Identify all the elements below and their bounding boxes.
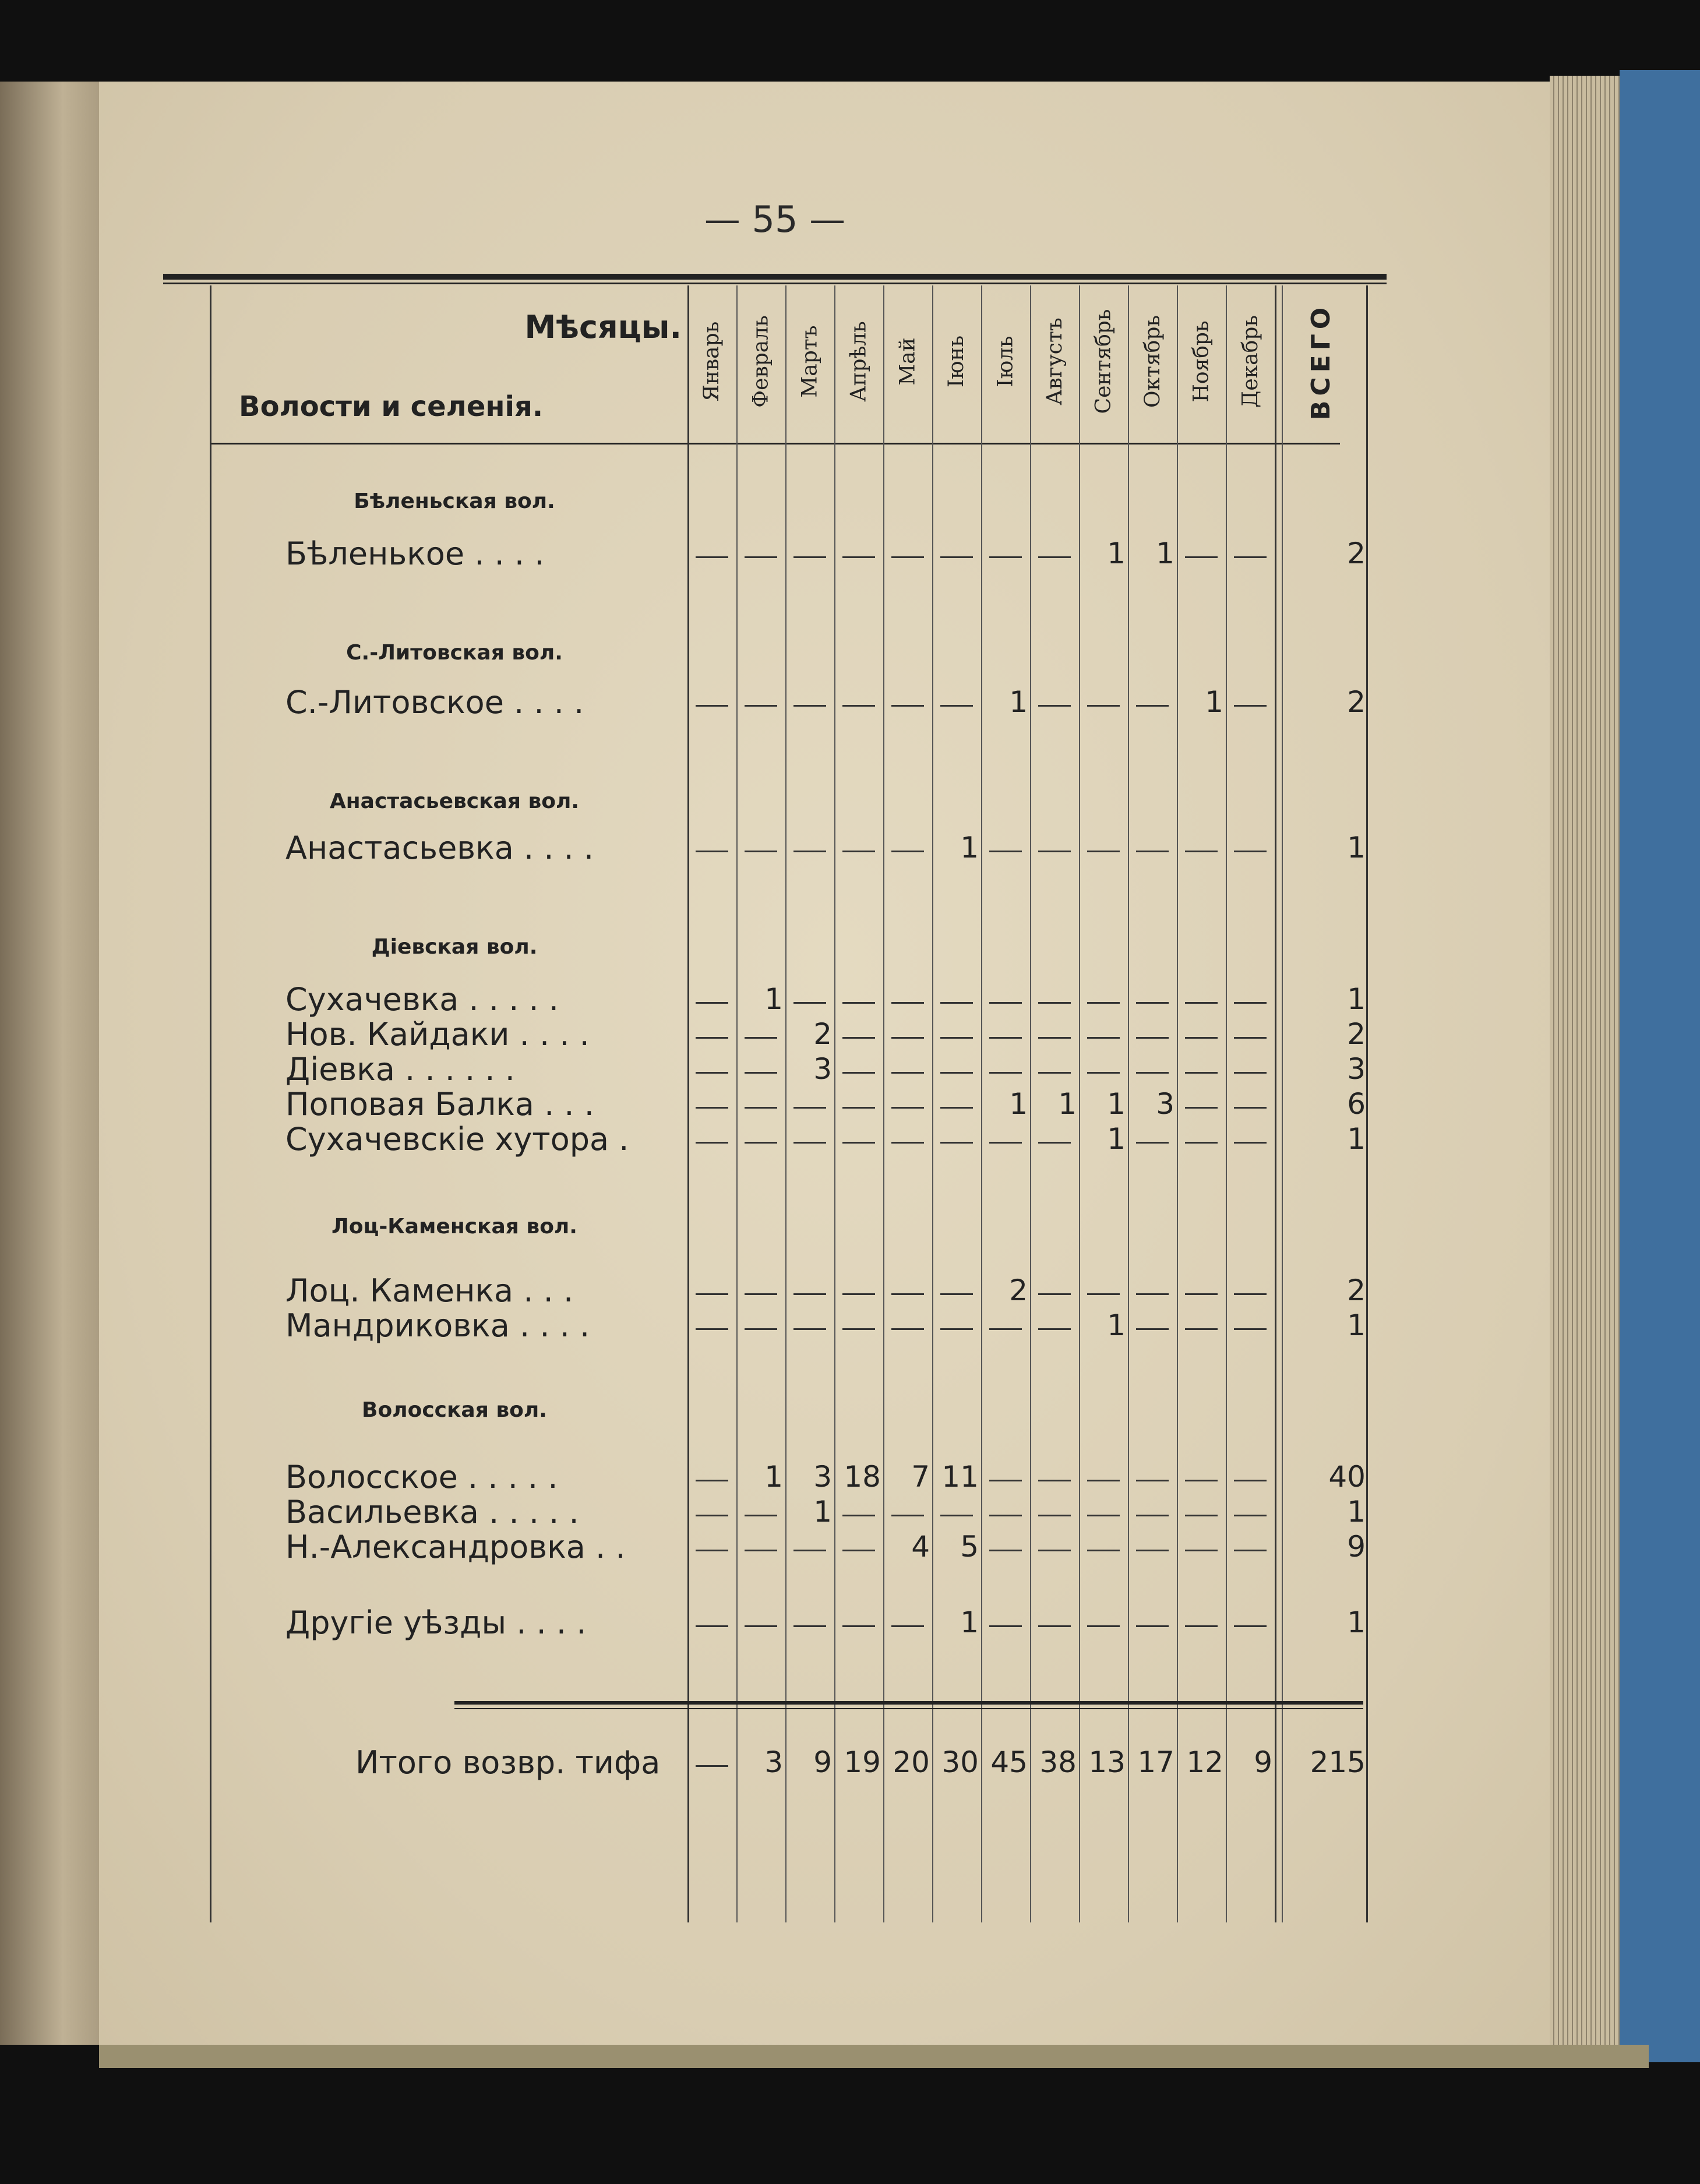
- empty-dash: [1038, 1002, 1071, 1004]
- column-separator: [1177, 285, 1178, 1922]
- empty-dash: [1136, 1142, 1169, 1144]
- data-cell: 7: [911, 1460, 930, 1494]
- month-header-label: Мартъ: [798, 324, 822, 398]
- empty-dash: [696, 1037, 728, 1039]
- empty-dash: [745, 1107, 777, 1109]
- month-header-label: Іюнь: [944, 335, 969, 387]
- empty-dash: [696, 851, 728, 852]
- totals-cell: 30: [941, 1745, 979, 1779]
- empty-dash: [1038, 1625, 1071, 1627]
- top-rule-thin: [163, 283, 1387, 284]
- empty-dash: [1185, 1515, 1218, 1516]
- totals-cell: 9: [813, 1745, 832, 1779]
- empty-dash: [1185, 1072, 1218, 1074]
- book-cover: [1620, 70, 1700, 2062]
- empty-dash: [1038, 1037, 1071, 1039]
- empty-dash: [745, 1515, 777, 1516]
- month-header: [834, 285, 883, 437]
- month-header-label: Декабрь: [1238, 315, 1262, 408]
- empty-dash: [745, 705, 777, 707]
- totals-cell: 38: [1039, 1745, 1077, 1779]
- empty-dash: [1136, 1515, 1169, 1516]
- empty-dash: [1234, 1625, 1267, 1627]
- row-total: 9: [1347, 1530, 1366, 1564]
- empty-dash: [842, 1037, 875, 1039]
- empty-dash: [1234, 1515, 1267, 1516]
- empty-dash: [891, 1293, 924, 1295]
- empty-dash: [793, 1328, 826, 1330]
- empty-dash: [696, 1107, 728, 1109]
- column-separator: [883, 285, 884, 1922]
- empty-dash: [793, 1550, 826, 1551]
- row-total: 1: [1347, 1122, 1366, 1156]
- empty-dash: [940, 1037, 973, 1039]
- empty-dash: [842, 1072, 875, 1074]
- page-edges: [1550, 76, 1620, 2051]
- empty-dash: [989, 1550, 1022, 1551]
- empty-dash: [1087, 705, 1120, 707]
- empty-dash: [1038, 1550, 1071, 1551]
- empty-dash: [1087, 851, 1120, 852]
- row-total: 1: [1347, 831, 1366, 865]
- empty-dash: [1136, 705, 1169, 707]
- empty-dash: [989, 1002, 1022, 1004]
- empty-dash: [1234, 1142, 1267, 1144]
- empty-dash: [745, 556, 777, 558]
- row-name: С.-Литовское . . . .: [285, 684, 584, 721]
- month-header: [1226, 285, 1275, 437]
- row-total: 40: [1328, 1460, 1366, 1494]
- totals-cell: 3: [764, 1745, 783, 1779]
- data-cell: 1: [1107, 1308, 1126, 1342]
- data-cell: 3: [1156, 1087, 1175, 1121]
- empty-dash: [891, 705, 924, 707]
- empty-dash: [696, 705, 728, 707]
- total-header: [1286, 285, 1356, 437]
- empty-dash: [1038, 556, 1071, 558]
- row-total: 2: [1347, 685, 1366, 719]
- column-separator: [1275, 285, 1276, 1922]
- left-page-edge: [0, 82, 105, 2045]
- empty-dash: [842, 705, 875, 707]
- empty-dash: [1185, 1142, 1218, 1144]
- empty-dash: [745, 1550, 777, 1551]
- data-cell: 3: [813, 1052, 832, 1086]
- empty-dash: [1087, 1072, 1120, 1074]
- empty-dash: [940, 1072, 973, 1074]
- totals-label: Итого возвр. тифа: [355, 1744, 661, 1781]
- empty-dash: [745, 1142, 777, 1144]
- empty-dash: [1136, 1072, 1169, 1074]
- row-total: 1: [1347, 982, 1366, 1016]
- empty-dash: [1234, 1480, 1267, 1481]
- row-total: 2: [1347, 1273, 1366, 1307]
- empty-dash: [989, 1480, 1022, 1481]
- empty-dash: [940, 1002, 973, 1004]
- empty-dash: [1185, 556, 1218, 558]
- data-cell: 1: [1107, 1087, 1126, 1121]
- empty-dash: [940, 1142, 973, 1144]
- section-title: Лоц-Каменская вол.: [331, 1215, 577, 1239]
- table-left-line: [210, 285, 211, 1922]
- empty-dash: [1038, 1328, 1071, 1330]
- row-total: 2: [1347, 537, 1366, 570]
- empty-dash: [1087, 1480, 1120, 1481]
- row-name: Другіе уѣзды . . . .: [285, 1604, 587, 1641]
- month-header: [932, 285, 981, 437]
- data-cell: 1: [1156, 537, 1175, 570]
- empty-dash: [696, 1765, 728, 1767]
- row-total: 3: [1347, 1052, 1366, 1086]
- totals-top-rule: [454, 1701, 1363, 1705]
- empty-dash: [1136, 1625, 1169, 1627]
- empty-dash: [842, 1515, 875, 1516]
- empty-dash: [989, 1142, 1022, 1144]
- empty-dash: [940, 1293, 973, 1295]
- empty-dash: [1087, 1293, 1120, 1295]
- empty-dash: [696, 1550, 728, 1551]
- empty-dash: [1185, 1550, 1218, 1551]
- empty-dash: [1185, 1037, 1218, 1039]
- row-total: 2: [1347, 1017, 1366, 1051]
- empty-dash: [1234, 1550, 1267, 1551]
- empty-dash: [745, 1328, 777, 1330]
- row-total: 1: [1347, 1495, 1366, 1529]
- empty-dash: [793, 1625, 826, 1627]
- column-separator: [834, 285, 835, 1922]
- row-name: Мандриковка . . . .: [285, 1307, 590, 1344]
- empty-dash: [793, 851, 826, 852]
- empty-dash: [940, 705, 973, 707]
- empty-dash: [696, 1293, 728, 1295]
- empty-dash: [989, 1515, 1022, 1516]
- empty-dash: [891, 851, 924, 852]
- page-number: — 55 —: [704, 198, 846, 241]
- month-header: [981, 285, 1030, 437]
- empty-dash: [842, 1107, 875, 1109]
- empty-dash: [842, 1002, 875, 1004]
- empty-dash: [1234, 1072, 1267, 1074]
- empty-dash: [940, 1328, 973, 1330]
- section-title: Діевская вол.: [371, 935, 538, 959]
- data-cell: 1: [1058, 1087, 1077, 1121]
- empty-dash: [1234, 1002, 1267, 1004]
- empty-dash: [696, 1072, 728, 1074]
- empty-dash: [842, 1293, 875, 1295]
- empty-dash: [1185, 1107, 1218, 1109]
- empty-dash: [891, 1625, 924, 1627]
- empty-dash: [745, 1293, 777, 1295]
- month-header: [1128, 285, 1177, 437]
- empty-dash: [696, 1002, 728, 1004]
- empty-dash: [793, 1002, 826, 1004]
- empty-dash: [1038, 1072, 1071, 1074]
- month-header-label: Сентябрь: [1091, 309, 1116, 414]
- month-header-label: Августъ: [1042, 317, 1067, 405]
- row-total: 6: [1347, 1087, 1366, 1121]
- data-cell: 1: [960, 1606, 979, 1639]
- top-rule: [163, 274, 1387, 280]
- column-separator: [1226, 285, 1227, 1922]
- month-header-label: Іюль: [993, 335, 1018, 387]
- empty-dash: [1234, 1037, 1267, 1039]
- empty-dash: [793, 1142, 826, 1144]
- empty-dash: [891, 1037, 924, 1039]
- row-name: Бѣленькое . . . .: [285, 535, 545, 572]
- data-cell: 1: [960, 831, 979, 865]
- empty-dash: [940, 556, 973, 558]
- empty-dash: [1038, 1515, 1071, 1516]
- data-cell: 1: [1009, 1087, 1028, 1121]
- data-cell: 1: [813, 1495, 832, 1529]
- row-name: Нов. Кайдаки . . . .: [285, 1016, 590, 1053]
- empty-dash: [793, 1293, 826, 1295]
- month-header-label: Май: [895, 337, 920, 386]
- month-header: [687, 285, 736, 437]
- row-name: Сухачевскіе хутора .: [285, 1121, 629, 1158]
- row-name: Лоц. Каменка . . .: [285, 1272, 574, 1309]
- month-header: [1030, 285, 1079, 437]
- header-bottom-rule: [210, 443, 1340, 444]
- totals-cell: 12: [1186, 1745, 1223, 1779]
- empty-dash: [989, 851, 1022, 852]
- empty-dash: [1038, 851, 1071, 852]
- empty-dash: [1234, 1293, 1267, 1295]
- month-header-label: Ноябрь: [1189, 320, 1214, 403]
- empty-dash: [745, 1625, 777, 1627]
- section-title: Волосская вол.: [362, 1398, 547, 1422]
- empty-dash: [1136, 1480, 1169, 1481]
- month-header-label: Январь: [700, 321, 724, 401]
- empty-dash: [1185, 1328, 1218, 1330]
- empty-dash: [1136, 1328, 1169, 1330]
- empty-dash: [891, 1328, 924, 1330]
- empty-dash: [1136, 851, 1169, 852]
- empty-dash: [842, 1625, 875, 1627]
- empty-dash: [1234, 1328, 1267, 1330]
- empty-dash: [696, 1142, 728, 1144]
- empty-dash: [1185, 851, 1218, 852]
- month-header: [785, 285, 834, 437]
- empty-dash: [940, 1515, 973, 1516]
- header-months-label: Мѣсяцы.: [524, 309, 682, 345]
- empty-dash: [1087, 1625, 1120, 1627]
- empty-dash: [1136, 1037, 1169, 1039]
- empty-dash: [1038, 1480, 1071, 1481]
- empty-dash: [891, 1002, 924, 1004]
- empty-dash: [842, 1328, 875, 1330]
- empty-dash: [1087, 1550, 1120, 1551]
- empty-dash: [1136, 1002, 1169, 1004]
- row-name: Васильевка . . . . .: [285, 1494, 579, 1530]
- empty-dash: [842, 556, 875, 558]
- data-cell: 1: [1205, 685, 1223, 719]
- totals-cell: 20: [893, 1745, 930, 1779]
- row-name: Діевка . . . . . .: [285, 1051, 515, 1088]
- column-separator: [932, 285, 933, 1922]
- row-name: Н.-Александровка . .: [285, 1529, 626, 1565]
- empty-dash: [891, 1515, 924, 1516]
- empty-dash: [1234, 556, 1267, 558]
- section-title: Анастасьевская вол.: [329, 789, 580, 813]
- data-cell: 3: [813, 1460, 832, 1494]
- data-cell: 11: [941, 1460, 979, 1494]
- empty-dash: [891, 1142, 924, 1144]
- empty-dash: [1234, 705, 1267, 707]
- empty-dash: [891, 1072, 924, 1074]
- empty-dash: [1087, 1037, 1120, 1039]
- month-header: [1177, 285, 1226, 437]
- empty-dash: [1234, 1107, 1267, 1109]
- section-title: С.-Литовская вол.: [346, 641, 563, 665]
- data-cell: 2: [813, 1017, 832, 1051]
- column-separator: [785, 285, 786, 1922]
- data-cell: 1: [764, 982, 783, 1016]
- empty-dash: [989, 1625, 1022, 1627]
- totals-cell: 17: [1137, 1745, 1175, 1779]
- empty-dash: [842, 851, 875, 852]
- empty-dash: [989, 1328, 1022, 1330]
- section-title: Бѣленьская вол.: [354, 489, 555, 513]
- empty-dash: [891, 556, 924, 558]
- empty-dash: [1087, 1515, 1120, 1516]
- month-header-label: Февраль: [749, 315, 773, 408]
- empty-dash: [1234, 851, 1267, 852]
- empty-dash: [1185, 1625, 1218, 1627]
- data-cell: 18: [844, 1460, 881, 1494]
- totals-cell: 9: [1254, 1745, 1272, 1779]
- totals-cell: 13: [1088, 1745, 1126, 1779]
- empty-dash: [1038, 1293, 1071, 1295]
- month-header: [883, 285, 932, 437]
- total-header-label: ВСЕГО: [1306, 302, 1336, 420]
- empty-dash: [891, 1107, 924, 1109]
- header-rows-label: Волости и селенія.: [239, 390, 544, 423]
- total-col-separator: [1282, 285, 1283, 1922]
- data-cell: 1: [1009, 685, 1028, 719]
- data-cell: 4: [911, 1530, 930, 1564]
- grand-total: 215: [1310, 1745, 1366, 1779]
- month-header: [736, 285, 785, 437]
- empty-dash: [989, 1037, 1022, 1039]
- month-header-label: Апрѣль: [847, 320, 871, 402]
- empty-dash: [1185, 1480, 1218, 1481]
- empty-dash: [1185, 1293, 1218, 1295]
- row-name: Поповая Балка . . .: [285, 1086, 594, 1123]
- month-header: [1079, 285, 1128, 437]
- data-cell: 5: [960, 1530, 979, 1564]
- empty-dash: [696, 1328, 728, 1330]
- empty-dash: [793, 705, 826, 707]
- empty-dash: [793, 556, 826, 558]
- empty-dash: [1185, 1002, 1218, 1004]
- empty-dash: [745, 1072, 777, 1074]
- empty-dash: [1038, 705, 1071, 707]
- totals-cell: 45: [990, 1745, 1028, 1779]
- totals-top-rule-thin: [454, 1708, 1363, 1709]
- empty-dash: [696, 1515, 728, 1516]
- row-name: Волосское . . . . .: [285, 1459, 558, 1495]
- empty-dash: [842, 1142, 875, 1144]
- row-total: 1: [1347, 1308, 1366, 1342]
- empty-dash: [989, 556, 1022, 558]
- column-separator: [736, 285, 738, 1922]
- data-cell: 1: [1107, 1122, 1126, 1156]
- empty-dash: [1136, 1550, 1169, 1551]
- empty-dash: [989, 1072, 1022, 1074]
- empty-dash: [696, 1480, 728, 1481]
- data-cell: 1: [764, 1460, 783, 1494]
- row-name: Анастасьевка . . . .: [285, 830, 594, 866]
- empty-dash: [1087, 1002, 1120, 1004]
- empty-dash: [1136, 1293, 1169, 1295]
- data-cell: 1: [1107, 537, 1126, 570]
- month-header-label: Октябрь: [1140, 315, 1165, 408]
- data-cell: 2: [1009, 1273, 1028, 1307]
- empty-dash: [940, 1107, 973, 1109]
- empty-dash: [745, 1037, 777, 1039]
- totals-cell: 19: [844, 1745, 881, 1779]
- empty-dash: [842, 1550, 875, 1551]
- empty-dash: [696, 1625, 728, 1627]
- empty-dash: [696, 556, 728, 558]
- row-name: Сухачевка . . . . .: [285, 981, 559, 1018]
- bottom-edge: [99, 2045, 1649, 2068]
- empty-dash: [793, 1107, 826, 1109]
- row-total: 1: [1347, 1606, 1366, 1639]
- empty-dash: [745, 851, 777, 852]
- empty-dash: [1038, 1142, 1071, 1144]
